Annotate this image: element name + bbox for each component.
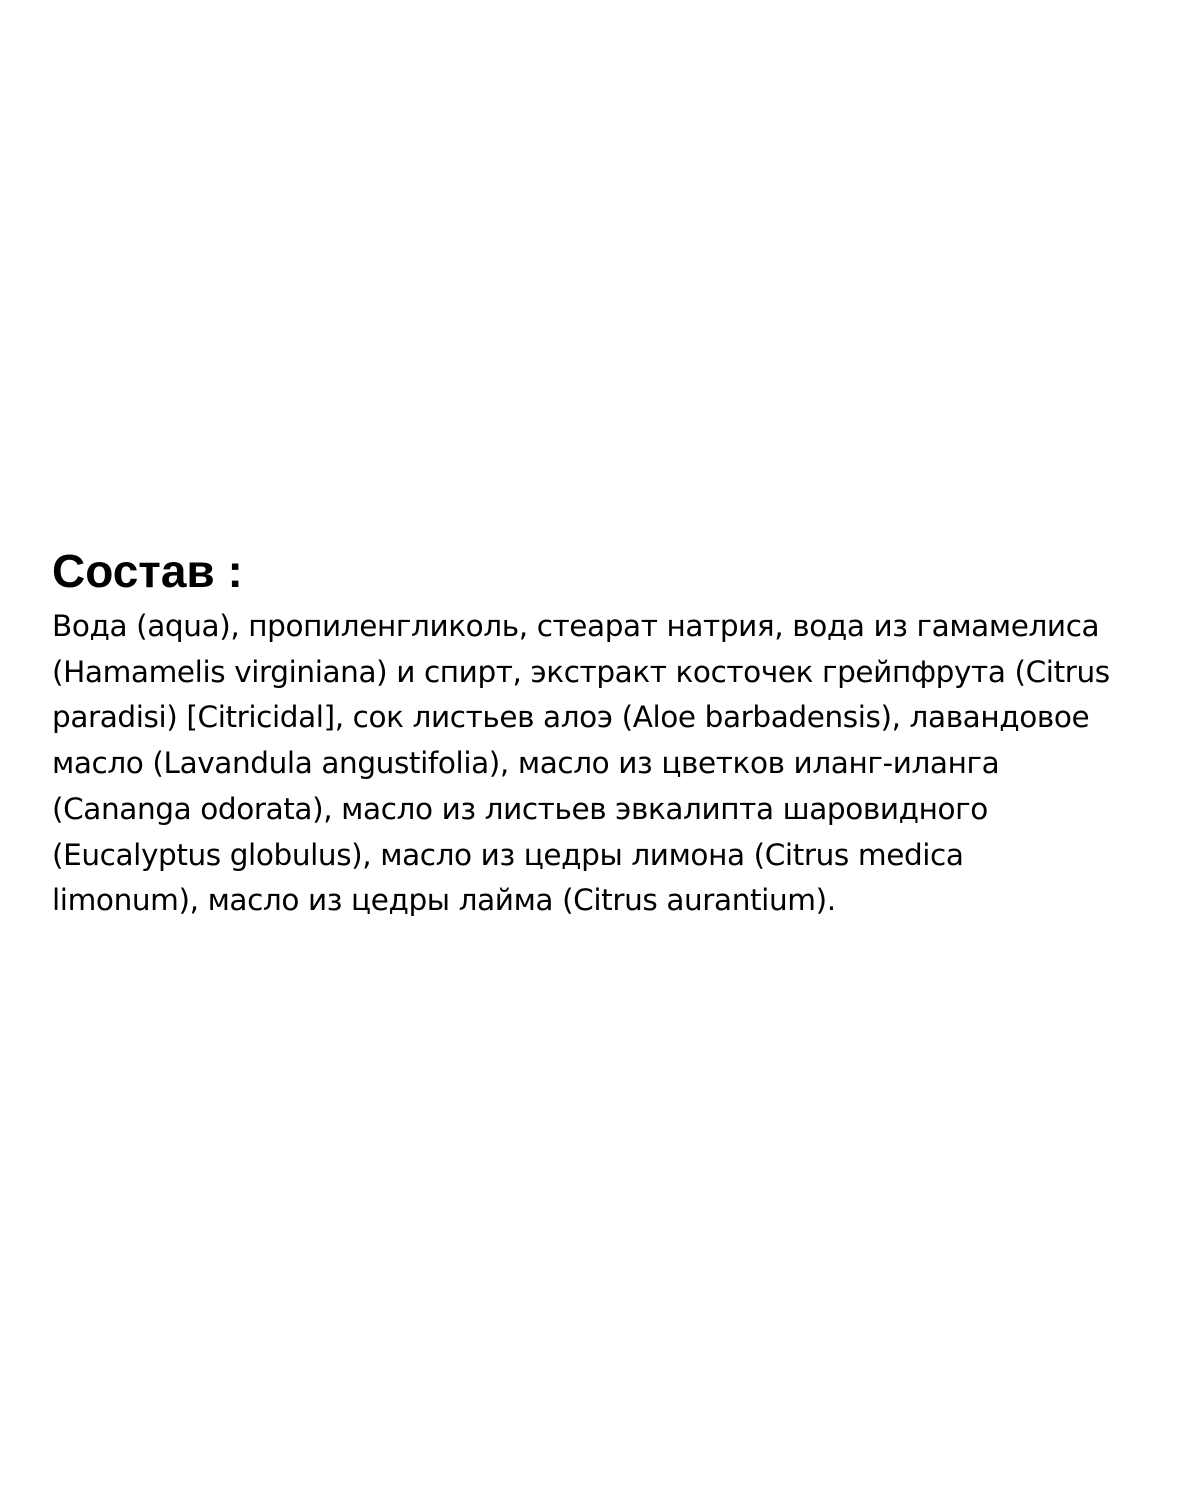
ingredients-line: (Cananga odorata), масло из листьев эвкалипта шаровидного [52,791,988,826]
ingredients-line: Вода (aqua), пропиленгликоль, стеарат натрия, вода из гамамелиса [52,609,1100,643]
ingredients-line: limonum), масло из цедры лайма (Citrus aurantium). [52,883,836,918]
ingredients-line: (Hamamelis virginiana) и спирт, экстракт косточек грейпфрута (Citrus [52,654,1110,689]
composition-title: Состав : [52,545,243,597]
ingredients-list [52,604,1182,924]
ingredients-line: (Eucalyptus globulus), масло из цедры лимона (Citrus medica [52,837,964,872]
ingredients-line: paradisi) [Citricidal], сок листьев алоэ (Aloe barbadensis), лавандовое [52,700,1090,735]
composition-block [52,542,1182,924]
ingredients-line: масло (Lavandula angustifolia), масло из цветков иланг-иланга [52,746,1000,781]
